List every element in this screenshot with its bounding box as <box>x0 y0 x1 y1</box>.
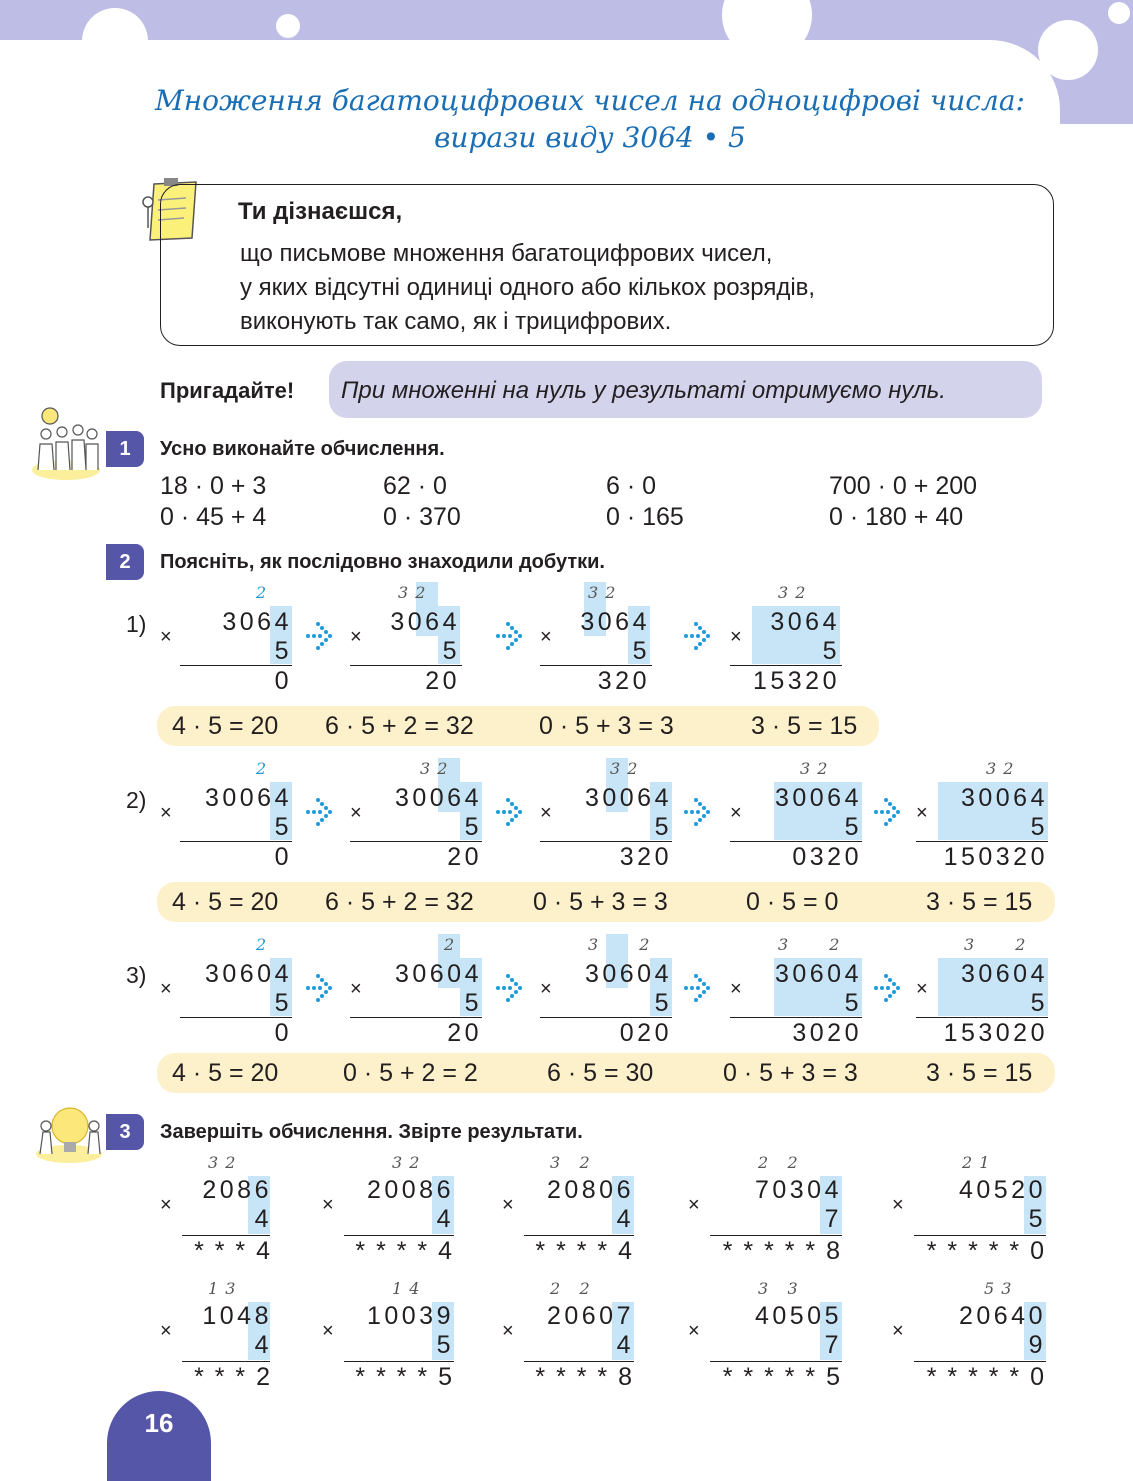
multiplicand: 40505 <box>754 1302 842 1330</box>
expression: 0 · 165 <box>606 503 684 531</box>
result-line <box>350 841 482 842</box>
multiplicand: 3064 <box>390 608 460 636</box>
expression: 0 · 45 + 4 <box>160 503 267 531</box>
column-multiplication <box>350 584 470 694</box>
carry-digits: 3 2 <box>420 759 449 778</box>
times-sign: × <box>892 1194 904 1216</box>
result-line <box>182 1235 270 1236</box>
task-number: 2 <box>106 544 144 580</box>
multiplier: 5 <box>654 813 672 841</box>
result-line <box>180 1017 292 1018</box>
times-sign: × <box>322 1320 334 1342</box>
carry-digits: 2 2 <box>758 1153 799 1172</box>
multiplier: 4 <box>254 1331 272 1359</box>
multiplicand: 30064 <box>584 784 672 812</box>
multiplicand: 3064 <box>770 608 840 636</box>
times-sign: × <box>160 802 172 824</box>
column-multiplication <box>730 936 870 1046</box>
column-multiplication <box>160 936 300 1046</box>
product: 150320 <box>943 843 1048 871</box>
task-title: Завершіть обчислення. Звірте результати. <box>160 1121 583 1143</box>
step-equation: 0 · 5 = 0 <box>746 888 839 916</box>
times-sign: × <box>502 1194 514 1216</box>
times-sign: × <box>350 626 362 648</box>
multiplier: 5 <box>436 1331 454 1359</box>
times-sign: × <box>688 1194 700 1216</box>
expression: 0 · 180 + 40 <box>829 503 964 531</box>
product-mask: * * * 4 <box>194 1237 272 1265</box>
multiplicand: 2086 <box>202 1176 272 1204</box>
decor-circle <box>1108 2 1130 24</box>
learn-heading: Ти дізнаєшся, <box>238 198 403 225</box>
multiplier: 9 <box>1028 1331 1046 1359</box>
column-multiplication <box>160 760 300 870</box>
learn-line: що письмове множення багатоцифрових чисел, <box>240 240 773 267</box>
result-line <box>180 841 292 842</box>
times-sign: × <box>540 802 552 824</box>
multiplier: 5 <box>442 637 460 665</box>
product: 15320 <box>752 667 840 695</box>
dotted-arrow-icon <box>682 970 718 1006</box>
expression: 62 · 0 <box>383 472 447 500</box>
carry-digits: 1 3 <box>208 1279 237 1298</box>
carry-digits: 3 2 <box>550 1153 591 1172</box>
multiplicand: 30064 <box>204 784 292 812</box>
product: 320 <box>597 667 650 695</box>
multiplier: 5 <box>1028 1205 1046 1233</box>
step-equation: 6 · 5 = 30 <box>547 1059 654 1087</box>
dotted-arrow-icon <box>304 970 340 1006</box>
product: 20 <box>447 843 482 871</box>
result-line <box>540 1017 672 1018</box>
carry-digits: 2 <box>256 583 268 602</box>
multiplier: 5 <box>1030 989 1048 1017</box>
page-title: Множення багатоцифрових чисел на одноцифрові числа: <box>155 84 1025 117</box>
expression: 700 · 0 + 200 <box>829 472 978 500</box>
times-sign: × <box>160 626 172 648</box>
product: 0 <box>274 1019 292 1047</box>
multiplier: 4 <box>616 1331 634 1359</box>
remember-label: Пригадайте! <box>160 378 295 403</box>
row-label: 2) <box>126 787 147 813</box>
multiplier: 5 <box>274 813 292 841</box>
carry-digits: 2 <box>256 935 268 954</box>
result-line <box>350 665 462 666</box>
result-line <box>730 665 842 666</box>
multiplicand: 30064 <box>394 784 482 812</box>
dotted-arrow-icon <box>682 618 718 654</box>
times-sign: × <box>892 1320 904 1342</box>
row-label: 3) <box>126 962 147 988</box>
product: 0 <box>274 843 292 871</box>
expression: 6 · 0 <box>606 472 657 500</box>
product-mask: * * * * 4 <box>535 1237 634 1265</box>
carry-digits: 3 2 <box>800 759 829 778</box>
product: 320 <box>619 843 672 871</box>
result-line <box>182 1361 270 1362</box>
product-mask: * * * * 5 <box>355 1363 454 1391</box>
product-mask: * * * * * 5 <box>722 1363 842 1391</box>
carry-digits: 1 4 <box>392 1279 421 1298</box>
exercise-problem <box>322 1154 462 1266</box>
column-multiplication <box>540 584 660 694</box>
times-sign: × <box>730 802 742 824</box>
product-mask: * * * * * 8 <box>722 1237 842 1265</box>
exercise-problem <box>160 1154 280 1266</box>
multiplicand: 70304 <box>754 1176 842 1204</box>
carry-digits: 3 2 <box>778 583 807 602</box>
carry-digits: 3 2 <box>588 935 668 954</box>
multiplier: 4 <box>616 1205 634 1233</box>
product: 3020 <box>792 1019 862 1047</box>
result-line <box>730 1017 862 1018</box>
multiplier: 5 <box>464 813 482 841</box>
result-line <box>916 841 1048 842</box>
multiplicand: 30064 <box>960 784 1048 812</box>
result-line <box>180 665 292 666</box>
result-line <box>524 1361 634 1362</box>
multiplicand: 20086 <box>366 1176 454 1204</box>
column-multiplication <box>540 936 680 1046</box>
times-sign: × <box>688 1320 700 1342</box>
column-multiplication <box>540 760 680 870</box>
step-equation: 0 · 5 + 2 = 2 <box>343 1059 478 1087</box>
step-equation: 3 · 5 = 15 <box>926 1059 1033 1087</box>
carry-digits: 3 2 <box>778 935 858 954</box>
carry-digits: 5 3 <box>984 1279 1013 1298</box>
times-sign: × <box>160 978 172 1000</box>
step-equation: 0 · 5 + 3 = 3 <box>539 712 674 740</box>
multiplier: 5 <box>844 989 862 1017</box>
multiplicand: 30604 <box>774 960 862 988</box>
times-sign: × <box>160 1320 172 1342</box>
product-mask: * * * 2 <box>194 1363 272 1391</box>
remember-text: При множенні на нуль у результаті отримуємо нуль. <box>341 377 946 404</box>
multiplicand: 30604 <box>584 960 672 988</box>
result-line <box>710 1235 842 1236</box>
column-multiplication <box>350 760 490 870</box>
times-sign: × <box>350 802 362 824</box>
multiplicand: 30604 <box>394 960 482 988</box>
page-subtitle: вирази виду 3064 • 5 <box>434 121 746 154</box>
page-number: 16 <box>144 1408 174 1438</box>
times-sign: × <box>730 978 742 1000</box>
step-equation: 4 · 5 = 20 <box>172 712 279 740</box>
column-multiplication <box>730 760 870 870</box>
multiplicand: 30604 <box>960 960 1048 988</box>
column-multiplication <box>160 584 300 694</box>
multiplier: 7 <box>824 1205 842 1233</box>
step-equation: 3 · 5 = 15 <box>926 888 1033 916</box>
result-line <box>914 1361 1046 1362</box>
carry-digits: 2 2 <box>550 1279 591 1298</box>
decor-circle <box>276 14 300 38</box>
exercise-problem <box>892 1154 1054 1266</box>
step-equation: 4 · 5 = 20 <box>172 888 279 916</box>
multiplicand: 10039 <box>366 1302 454 1330</box>
product: 0320 <box>792 843 862 871</box>
multiplier: 4 <box>254 1205 272 1233</box>
carry-digits: 3 2 <box>208 1153 237 1172</box>
step-equation: 6 · 5 + 2 = 32 <box>325 888 474 916</box>
times-sign: × <box>502 1320 514 1342</box>
times-sign: × <box>916 978 928 1000</box>
column-multiplication <box>350 936 490 1046</box>
times-sign: × <box>916 802 928 824</box>
carry-digits: 3 2 <box>398 583 427 602</box>
times-sign: × <box>540 978 552 1000</box>
carry-digits: 3 2 <box>986 759 1015 778</box>
carry-digits: 2 <box>256 759 268 778</box>
multiplicand: 20607 <box>546 1302 634 1330</box>
column-multiplication <box>730 584 850 694</box>
carry-digits: 2 1 <box>962 1153 991 1172</box>
carry-digits: 3 2 <box>610 759 639 778</box>
exercise-problem <box>688 1280 850 1392</box>
expression: 18 · 0 + 3 <box>160 472 267 500</box>
carry-digits: 3 2 <box>392 1153 421 1172</box>
multiplicand: 40520 <box>958 1176 1046 1204</box>
product-mask: * * * * * 0 <box>926 1363 1046 1391</box>
carry-digits: 3 2 <box>964 935 1044 954</box>
multiplier: 5 <box>654 989 672 1017</box>
multiplier: 5 <box>1030 813 1048 841</box>
result-line <box>540 665 652 666</box>
times-sign: × <box>540 626 552 648</box>
dotted-arrow-icon <box>304 794 340 830</box>
multiplicand: 3064 <box>222 608 292 636</box>
column-multiplication <box>916 936 1056 1046</box>
step-equation: 0 · 5 + 3 = 3 <box>723 1059 858 1087</box>
learn-line: у яких відсутні одиниці одного або кількох розрядів, <box>240 274 816 301</box>
product: 153020 <box>943 1019 1048 1047</box>
task-title: Усно виконайте обчислення. <box>160 438 445 460</box>
task-number: 3 <box>106 1114 144 1150</box>
exercise-problem <box>160 1280 280 1392</box>
exercise-problem <box>502 1154 642 1266</box>
exercise-problem <box>322 1280 462 1392</box>
result-line <box>540 841 672 842</box>
step-equation: 6 · 5 + 2 = 32 <box>325 712 474 740</box>
multiplier: 5 <box>632 637 650 665</box>
step-equation: 4 · 5 = 20 <box>172 1059 279 1087</box>
product: 020 <box>619 1019 672 1047</box>
dotted-arrow-icon <box>304 618 340 654</box>
team-icon <box>30 404 102 480</box>
result-line <box>344 1361 454 1362</box>
step-equation: 3 · 5 = 15 <box>751 712 858 740</box>
result-line <box>524 1235 634 1236</box>
product: 20 <box>447 1019 482 1047</box>
times-sign: × <box>730 626 742 648</box>
result-line <box>710 1361 842 1362</box>
multiplicand: 30064 <box>774 784 862 812</box>
result-line <box>730 841 862 842</box>
multiplicand: 20640 <box>958 1302 1046 1330</box>
multiplicand: 1048 <box>202 1302 272 1330</box>
row-label: 1) <box>126 611 147 637</box>
dotted-arrow-icon <box>494 618 530 654</box>
product-mask: * * * * 8 <box>535 1363 634 1391</box>
result-line <box>914 1235 1046 1236</box>
lightbulb-icon <box>34 1102 104 1164</box>
product-mask: * * * * 4 <box>355 1237 454 1265</box>
multiplier: 5 <box>822 637 840 665</box>
expression: 0 · 370 <box>383 503 461 531</box>
multiplicand: 30604 <box>204 960 292 988</box>
multiplier: 7 <box>824 1331 842 1359</box>
learn-line: виконують так само, як і трицифрових. <box>240 308 672 335</box>
multiplier: 5 <box>464 989 482 1017</box>
result-line <box>344 1235 454 1236</box>
dotted-arrow-icon <box>872 794 908 830</box>
carry-digits: 3 3 <box>758 1279 799 1298</box>
multiplicand: 3064 <box>580 608 650 636</box>
product: 20 <box>425 667 460 695</box>
times-sign: × <box>322 1194 334 1216</box>
product: 0 <box>274 667 292 695</box>
multiplier: 4 <box>436 1205 454 1233</box>
step-equation: 0 · 5 + 3 = 3 <box>533 888 668 916</box>
carry-digits: 2 <box>444 935 456 954</box>
task-title: Поясніть, як послідовно знаходили добутки. <box>160 551 605 573</box>
multiplicand: 20806 <box>546 1176 634 1204</box>
dotted-arrow-icon <box>494 794 530 830</box>
multiplier: 5 <box>274 989 292 1017</box>
task-number: 1 <box>106 431 144 467</box>
exercise-problem <box>502 1280 642 1392</box>
dotted-arrow-icon <box>494 970 530 1006</box>
dotted-arrow-icon <box>872 970 908 1006</box>
times-sign: × <box>160 1194 172 1216</box>
column-multiplication <box>916 760 1056 870</box>
carry-digits: 3 2 <box>588 583 617 602</box>
exercise-problem <box>688 1154 850 1266</box>
result-line <box>350 1017 482 1018</box>
times-sign: × <box>350 978 362 1000</box>
multiplier: 5 <box>844 813 862 841</box>
product-mask: * * * * * 0 <box>926 1237 1046 1265</box>
exercise-problem <box>892 1280 1054 1392</box>
result-line <box>916 1017 1048 1018</box>
dotted-arrow-icon <box>682 794 718 830</box>
multiplier: 5 <box>274 637 292 665</box>
